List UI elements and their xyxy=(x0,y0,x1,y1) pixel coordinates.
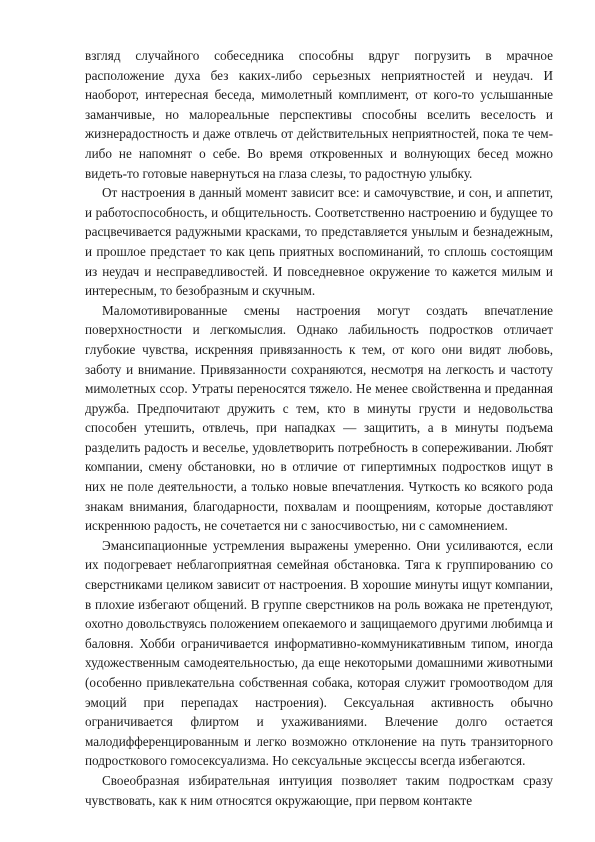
paragraph-3: Маломотивированные смены настроения могут создать впечатление поверхностности и легкомыслия. Однако лабильность подростков отличает глубокие чувства, искренняя привязанность к тем, от кого они видят любовь, заботу и внимание. Привязанности сохраняются, несмотря на легкость и частоту мимолетных ссор. Утраты переносятся тяжело. Не менее свойственна и преданная дружба. Предпочитают дружить с тем, кто в минуты грусти и недовольства способен утешить, отвлечь, при нападках — защитить, а в минуты подъема разделить радость и веселье, удовлетворить потребность в сопереживании. Любят компании, смену обстановки, но в отличие от гипертимных подростков ищут в них не поле деятельности, а только новые впечатления. Чуткость ко всякого рода знакам внимания, благодарности, похвалам и поощрениям, которые доставляют искреннюю радость, не сочетается ни с заносчивостью, ни с самомнением. xyxy=(85,302,553,534)
document-page xyxy=(85,46,553,810)
paragraph-5: Своеобразная избирательная интуиция позволяет таким подросткам сразу чувствовать, как к ним относятся окружающие, при первом контакте xyxy=(85,772,553,808)
paragraph-1: взгляд случайного собеседника способны вдруг погрузить в мрачное расположение духа без каких-либо серьезных неприятностей и неудач. И наоборот, интересная беседа, мимолетный комплимент, от кого-то услышанные заманчивые, но малореальные перспективы способны вселить веселость и жизнерадостность и даже отвлечь от действительных неприятностей, пока те чем-либо не напомнят о себе. Во время откровенных и волнующих бесед можно видеть-то готовые навернуться на глаза слезы, то радостную улыбку. xyxy=(85,48,553,181)
paragraph-2: От настроения в данный момент зависит все: и самочувствие, и сон, и аппетит, и работоспособность, и общительность. Соответственно настроению и будущее то расцвечивается радужными красками, то представляется унылым и безнадежным, и прошлое предстает то как цепь приятных воспоминаний, то сплошь состоящим из неудач и несправедливостей. И повседневное окружение то кажется милым и интересным, то безобразным и скучным. xyxy=(85,185,553,299)
paragraph-4: Эмансипационные устремления выражены умеренно. Они усиливаются, если их подогревает неблагоприятная семейная обстановка. Тяга к группированию со сверстниками целиком зависит от настроения. В хорошие минуты ищут компании, в плохие избегают общений. В группе сверстников на роль вожака не претендуют, охотно довольствуясь положением опекаемого и защищаемого другими любимца и баловня. Хобби ограничивается информативно-коммуникативным типом, иногда художественным самодеятельностью, да еще некоторыми домашними животными (особенно привлекательна собственная собака, которая служит громоотводом для эмоций при перепадах настроения). Сексуальная активность обычно ограничивается флиртом и ухаживаниями. Влечение долго остается малодифференцированным и легко возможно отклонение на путь транзиторного подросткового гомосексуализма. Но сексуальные эксцессы всегда избегаются. xyxy=(85,537,553,769)
